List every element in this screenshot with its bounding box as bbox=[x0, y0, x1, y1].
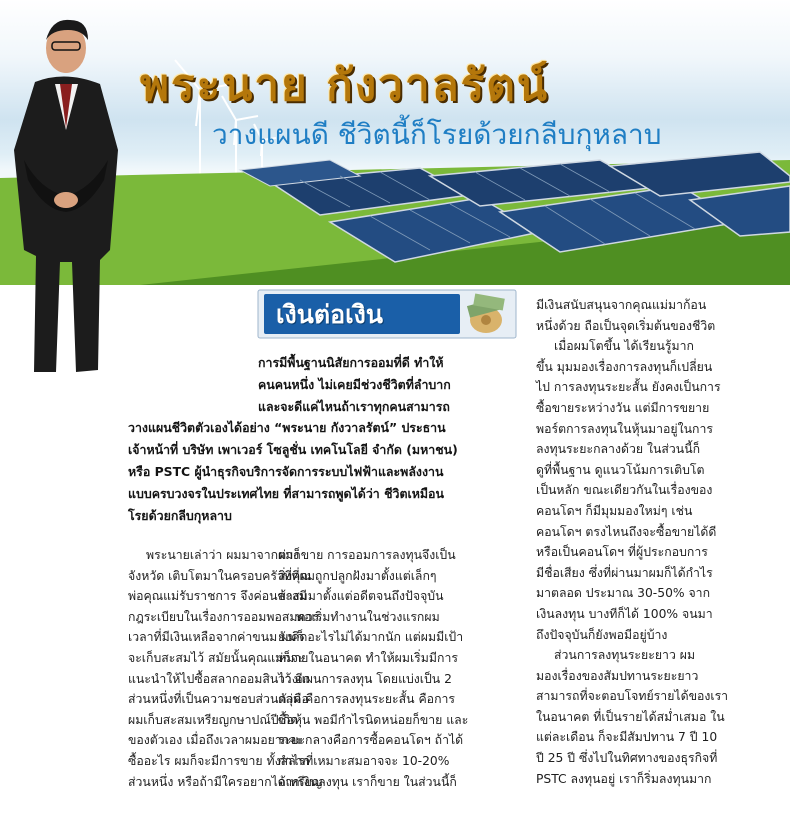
text-line: พระนายเล่าว่า ผมมาจากต่าง bbox=[146, 548, 299, 562]
text-line: พ่อคุณแม่รับราชการ จึงค่อนข้างมี bbox=[128, 589, 307, 604]
text-line: ผมเก็บสะสมเหรียญกษาปณ์ปีเกิด bbox=[128, 712, 299, 727]
text-line: ระยะกลางคือการซื้อคอนโดฯ ถ้าได้ bbox=[278, 733, 464, 748]
text-line: มีเงินสนับสนุนจากคุณแม่มาก้อน bbox=[536, 298, 707, 312]
lead-line: การมีพื้นฐานนิสัยการออมที่ดี ทำให้ bbox=[258, 355, 444, 370]
headline-subtitle: วางแผนดี ชีวิตนี้ก็โรยด้วยกลีบกุหลาบ bbox=[212, 118, 662, 151]
lead-line: โรยด้วยกลีบกุหลาบ bbox=[128, 507, 232, 523]
text-line: มีชื่อเสียง ซึ่งที่ผ่านมาผมก็ได้กำไร bbox=[536, 565, 713, 580]
text-line: ยังคิดอะไรไม่ได้มากนัก แต่ผมมีเป้า bbox=[278, 630, 464, 645]
text-line: ส่วนหนึ่ง หรือถ้ามีใครอยากได้เหรียญ bbox=[128, 774, 323, 789]
text-line: ขึ้น มุมมองเรื่องการลงทุนก็เปลี่ยน bbox=[536, 359, 713, 374]
lead-line: หรือ PSTC ผู้นำธุรกิจบริการจัดการระบบไฟฟ้าและพลังงาน bbox=[128, 463, 444, 479]
text-line: กลุ่ม คือการลงทุนระยะสั้น คือการ bbox=[278, 692, 456, 707]
text-line: พอเริ่มทำงานในช่วงแรกผม bbox=[296, 609, 440, 624]
text-line: แต่ละเดือน ก็จะมีสัมปทาน 7 ปี 10 bbox=[536, 730, 718, 745]
text-line: จังหวัด เติบโตมาในครอบครัวที่คุณ bbox=[128, 568, 312, 583]
lead-line: เจ้าหน้าที่ บริษัท เพาเวอร์ โซลูชั่น เทคโนโลยี จำกัด (มหาชน) bbox=[128, 442, 458, 458]
headline-name: พระนาย กังวาลรัตน์ bbox=[140, 60, 549, 111]
text-line: หรือเป็นคอนโดฯ ที่ผู้ประกอบการ bbox=[536, 545, 708, 560]
article-column-2 bbox=[278, 545, 521, 792]
text-line: กฎระเบียบในเรื่องการออมพอสมควร bbox=[128, 609, 320, 624]
text-line: ดูที่พื้นฐาน ดูแนวโน้มการเติบโต bbox=[536, 462, 705, 477]
text-line: สิ่งที่ผมถูกปลูกฝังมาตั้งแต่เล็กๆ bbox=[278, 568, 437, 583]
text-line: เมื่อผมโตขึ้น ได้เรียนรู้มาก bbox=[554, 339, 694, 354]
text-line: คอนโดฯ ก็มีมุมมองใหม่ๆ เช่น bbox=[536, 503, 693, 518]
text-line: ปี 25 ปี ซึ่งไปในทิศทางของธุรกิจที่ bbox=[536, 751, 718, 766]
text-line: ซื้อขายระหว่างวัน แต่มีการขยาย bbox=[536, 400, 710, 415]
lead-line: และจะดีแค่ไหนถ้าเราทุกคนสามารถ bbox=[258, 398, 450, 414]
article-column-3 bbox=[536, 295, 786, 789]
text-line: ในอนาคต ที่เป็นรายได้สม่ำเสมอ ใน bbox=[536, 709, 725, 724]
text-line: หมายในอนาคต ทำให้ผมเริ่มมีการ bbox=[278, 650, 458, 665]
text-line: PSTC ลงทุนอยู่ เราก็ริ่มลงทุนมาก bbox=[536, 771, 712, 786]
text-line: ซื้อหุ้น พอมีกำไรนิดหน่อยก็ขาย และ bbox=[278, 712, 469, 727]
lead-line: คนคนหนึ่ง ไม่เคยมีช่วงชีวิตที่ลำบาก bbox=[258, 376, 451, 392]
text-line: หนึ่งด้วย ถือเป็นจุดเริ่มต้นของชีวิต bbox=[536, 318, 716, 333]
text-line: สะสมมาตั้งแต่อดีตจนถึงปัจจุบัน bbox=[278, 589, 444, 604]
text-line: ไป การลงทุนระยะสั้น ยังคงเป็นการ bbox=[536, 380, 721, 395]
text-line: เป็นหลัก ขณะเดียวกันในเรื่องของ bbox=[536, 483, 713, 498]
text-line: คอนโดฯ ตรงไหนถึงจะซื้อขายได้ดี bbox=[536, 524, 717, 539]
lead-line: แบบครบวงจรในประเทศไทย ที่สามารถพูดได้ว่า ชีวิตเหมือน bbox=[128, 485, 444, 501]
text-line: จะเก็บสะสมไว้ สมัยนั้นคุณแม่ก็จะ bbox=[128, 650, 305, 665]
text-line: สามารถที่จะตอบโจทย์รายได้ของเรา bbox=[536, 689, 729, 704]
text-line: ส่วนการลงทุนระยะยาว ผม bbox=[554, 648, 696, 663]
text-line: แนะนำให้ไปซื้อสลากออมสินไว้ อีก bbox=[128, 671, 311, 686]
lead-paragraph bbox=[128, 352, 523, 526]
text-line: ของตัวเอง เมื่อถึงเวลาผมอยากจะ bbox=[128, 733, 303, 748]
text-line: ถึงปัจจุบันก็ยังพอมีอยู่บ้าง bbox=[536, 627, 668, 642]
text-line: มองเรื่องของสัมปทานระยะยาว bbox=[536, 668, 699, 683]
column-logo-text: เงินต่อเงิน bbox=[276, 300, 383, 329]
text-line: เงินลงทุน บางทีก็ได้ 100% จนมา bbox=[536, 606, 713, 621]
text-line: เวลาที่มีเงินเหลือจากค่าขนม ผมก็ bbox=[128, 630, 304, 645]
text-line: มาตลอด ประมาณ 30-50% จาก bbox=[536, 586, 711, 601]
text-line: ส่วนหนึ่งที่เป็นความชอบส่วนตัวคือ bbox=[128, 692, 309, 707]
text-line: วางแผนการลงทุน โดยแบ่งเป็น 2 bbox=[278, 671, 452, 686]
portrait-photo bbox=[0, 0, 140, 380]
article-column-1 bbox=[128, 545, 323, 792]
text-line: ลงทุนระยะกลางด้วย ในส่วนนี้ก็ bbox=[536, 442, 701, 457]
lead-line: วางแผนชีวิตตัวเองได้อย่าง “พระนาย กังวาลรัตน์” ประธาน bbox=[128, 420, 446, 436]
text-line: พอร์ตการลงทุนในหุ้นมาอยู่ในการ bbox=[536, 421, 713, 436]
text-line: จากเงินลงทุน เราก็ขาย ในส่วนนี้ก็ bbox=[278, 774, 457, 789]
text-line: ผมก็ขาย การออมการลงทุนจึงเป็น bbox=[278, 548, 456, 562]
text-line: ซื้ออะไร ผมก็จะมีการขาย ทั้งสลาก bbox=[128, 753, 310, 768]
text-line: กำไรที่เหมาะสมอาจจะ 10-20% bbox=[278, 753, 450, 768]
